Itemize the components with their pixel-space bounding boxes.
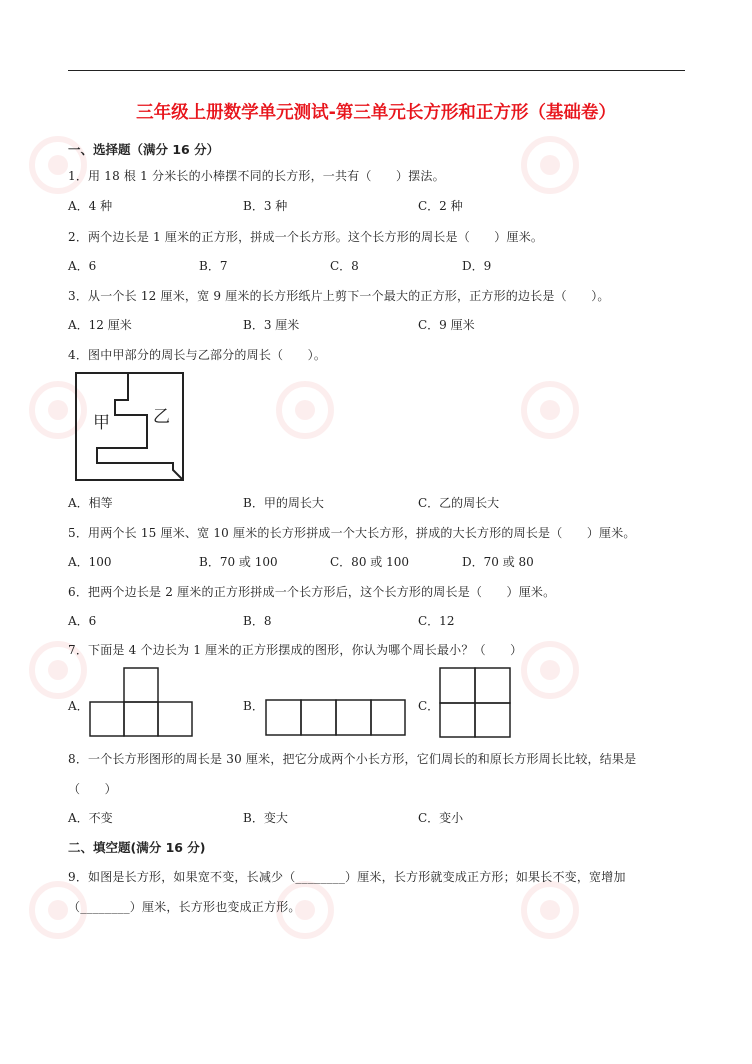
option-a[interactable]: A．6	[68, 614, 97, 628]
question-8: 8．一个长方形图形的周长是 30 厘米，把它分成两个小长方形，它们周长的和原长方形周长比较，结果是	[68, 752, 637, 766]
option-b[interactable]: B．	[243, 699, 264, 713]
option-c[interactable]: C．8	[330, 259, 359, 273]
option-b[interactable]: B．3 种	[243, 199, 288, 213]
option-c[interactable]: C．变小	[418, 811, 464, 825]
option-a[interactable]: A．不变	[68, 811, 113, 825]
question-1: 1．用 18 根 1 分米长的小棒摆不同的长方形，一共有（ ）摆法。	[68, 169, 445, 183]
question-9: 9．如图是长方形，如果宽不变，长减少（________）厘米，长方形就变成正方形；如果长不变，宽增加	[68, 870, 626, 884]
option-b[interactable]: B．70 或 100	[199, 555, 278, 569]
yi-label: 乙	[153, 407, 170, 427]
section-heading-fill: 二、填空题(满分 16 分)	[68, 840, 206, 855]
jia-label: 甲	[93, 413, 110, 433]
option-c[interactable]: C．2 种	[418, 199, 463, 213]
question-3: 3．从一个长 12 厘米，宽 9 厘米的长方形纸片上剪下一个最大的正方形，正方形的边长是（ ）。	[68, 289, 610, 303]
question-8-blank: （ ）	[68, 782, 117, 796]
watermark-logo	[275, 380, 335, 440]
shape-b-figure	[265, 699, 407, 741]
header-rule	[68, 70, 685, 71]
option-c[interactable]: C．乙的周长大	[418, 496, 500, 510]
question-5: 5．用两个长 15 厘米、宽 10 厘米的长方形拼成一个大长方形，拼成的大长方形的周长是（ ）厘米。	[68, 526, 636, 540]
question-2: 2．两个边长是 1 厘米的正方形，拼成一个长方形。这个长方形的周长是（ ）厘米。	[68, 230, 544, 244]
option-c[interactable]: C．80 或 100	[330, 555, 409, 569]
option-a[interactable]: A．	[68, 699, 89, 713]
option-b[interactable]: B．7	[199, 259, 228, 273]
jia-yi-figure	[75, 372, 185, 482]
question-9-continued: （________）厘米，长方形也变成正方形。	[68, 900, 301, 914]
question-7: 7．下面是 4 个边长为 1 厘米的正方形摆成的图形，你认为哪个周长最小？（ ）	[68, 643, 523, 657]
watermark-logo	[520, 640, 580, 700]
watermark-logo	[520, 135, 580, 195]
option-c[interactable]: C．9 厘米	[418, 318, 475, 332]
option-a[interactable]: A．6	[68, 259, 97, 273]
option-d[interactable]: D．9	[462, 259, 492, 273]
page-title: 三年级上册数学单元测试-第三单元长方形和正方形（基础卷）	[136, 103, 616, 123]
option-a[interactable]: A．相等	[68, 496, 113, 510]
option-a[interactable]: A．100	[68, 555, 112, 569]
option-d[interactable]: D．70 或 80	[462, 555, 534, 569]
shape-c-figure	[439, 667, 513, 743]
option-b[interactable]: B．变大	[243, 811, 288, 825]
option-c[interactable]: C．	[418, 699, 440, 713]
option-a[interactable]: A．4 种	[68, 199, 113, 213]
watermark-logo	[520, 380, 580, 440]
watermark-logo	[520, 880, 580, 940]
option-b[interactable]: B．甲的周长大	[243, 496, 324, 510]
option-b[interactable]: B．3 厘米	[243, 318, 300, 332]
option-a[interactable]: A．12 厘米	[68, 318, 132, 332]
section-heading-choice: 一、选择题（满分 16 分）	[68, 142, 220, 157]
option-b[interactable]: B．8	[243, 614, 272, 628]
shape-a-figure	[89, 667, 195, 741]
option-c[interactable]: C．12	[418, 614, 455, 628]
question-4: 4．图中甲部分的周长与乙部分的周长（ ）。	[68, 348, 327, 362]
question-6: 6．把两个边长是 2 厘米的正方形拼成一个长方形后，这个长方形的周长是（ ）厘米。	[68, 585, 556, 599]
